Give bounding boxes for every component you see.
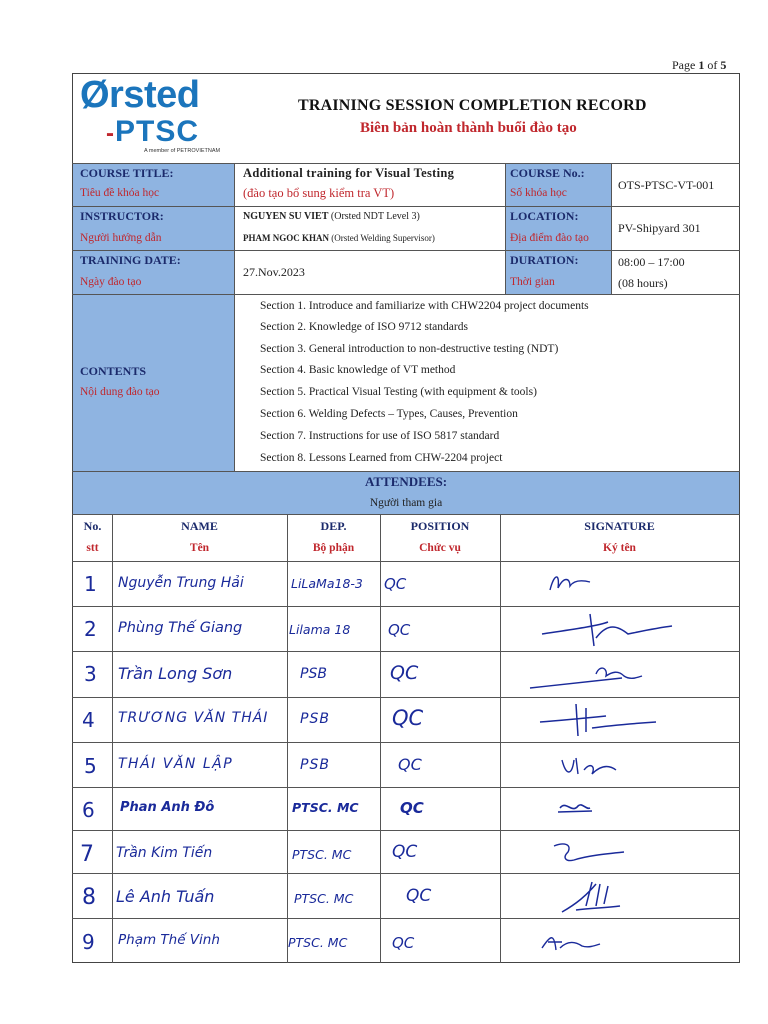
signature-7	[550, 836, 630, 870]
row-position: QC	[388, 621, 411, 639]
row-no: 8	[82, 885, 96, 910]
rule	[72, 787, 740, 788]
row-dep: PSB	[300, 666, 327, 682]
course-title-label: COURSE TITLE:	[80, 166, 174, 180]
course-title-value: Additional training for Visual Testing	[243, 166, 455, 180]
rule	[112, 514, 113, 963]
row-name: Trần Kim Tiến	[116, 845, 213, 861]
rule	[234, 163, 235, 471]
row-no: 5	[84, 754, 97, 778]
signature-1	[540, 566, 600, 602]
signature-8	[556, 876, 626, 920]
rule	[505, 163, 506, 294]
rule	[72, 606, 740, 607]
row-dep: PTSC. MC	[294, 891, 354, 906]
rule	[72, 163, 740, 164]
row-position: QC	[392, 842, 418, 862]
row-dep: PTSC. MC	[288, 935, 348, 950]
row-position: QC	[400, 799, 424, 817]
content-section: Section 3. General introduction to non-destructive testing (NDT)	[260, 343, 559, 355]
signature-4	[536, 698, 666, 740]
attendees-heading: ATTENDEES:	[364, 474, 448, 489]
signature-9	[536, 926, 606, 958]
content-section: Section 1. Introduce and familiarize with CHW2204 project documents	[260, 300, 589, 312]
contents-label: CONTENTS	[80, 364, 147, 378]
course-no-value: OTS-PTSC-VT-001	[618, 178, 715, 192]
col-header-signature-vi: Ký tên	[603, 542, 636, 554]
orsted-wordmark: Ørsted	[80, 74, 200, 116]
duration-time: 08:00 – 17:00	[618, 255, 685, 269]
rule	[72, 471, 740, 472]
rule	[611, 163, 612, 294]
signature-5	[556, 746, 626, 784]
col-header-position: POSITION	[410, 519, 470, 533]
row-name: TRƯƠNG VĂN THÁI	[118, 710, 269, 726]
course-title-label-vi: Tiêu đề khóa học	[80, 187, 160, 199]
row-position: QC	[406, 886, 432, 906]
training-date-label-vi: Ngày đào tạo	[80, 276, 142, 288]
col-header-name: NAME	[181, 519, 218, 533]
row-position: QC	[384, 575, 407, 593]
rule	[72, 651, 740, 652]
row-name: Lê Anh Tuấn	[116, 887, 215, 906]
row-no: 1	[84, 572, 97, 596]
ptsc-plus-icon: -	[106, 120, 115, 147]
row-name: Phùng Thế Giang	[118, 620, 243, 636]
col-header-dep-vi: Bộ phận	[312, 542, 355, 554]
row-name: Phạm Thế Vinh	[118, 932, 220, 948]
row-position: QC	[390, 662, 419, 684]
col-header-signature: SIGNATURE	[584, 519, 655, 533]
instructor-label-vi: Người hướng dẫn	[80, 232, 162, 244]
row-dep: LiLaMa18-3	[291, 576, 363, 591]
instructor-label: INSTRUCTOR:	[80, 209, 164, 223]
orsted-ptsc-logo	[78, 74, 238, 160]
rule	[72, 514, 740, 515]
col-header-no-vi: stt	[86, 542, 99, 554]
location-label: LOCATION:	[510, 209, 579, 223]
rule	[72, 294, 740, 295]
rule	[287, 514, 288, 963]
course-no-label-vi: Số khóa học	[510, 187, 567, 199]
rule	[72, 830, 740, 831]
row-name: THÁI VĂN LẬP	[118, 756, 234, 772]
location-value: PV-Shipyard 301	[618, 221, 701, 235]
rule	[380, 514, 381, 963]
attendees-heading-vi: Người tham gia	[369, 497, 443, 509]
location-label-vi: Địa điểm đào tạo	[510, 232, 589, 244]
logo-tagline: A member of PETROVIETNAM	[144, 148, 221, 154]
ptsc-wordmark: -PTSC	[106, 115, 200, 148]
signature-3	[526, 656, 656, 696]
col-header-no: No.	[83, 519, 102, 533]
course-title-value-vi: (đào tạo bổ sung kiểm tra VT)	[243, 186, 395, 200]
content-section: Section 8. Lessons Learned from CHW-2204 project	[260, 452, 503, 464]
row-name: Trần Long Sơn	[118, 664, 233, 683]
signature-6	[556, 796, 596, 820]
col-header-position-vi: Chức vụ	[419, 542, 461, 554]
rule	[72, 918, 740, 919]
row-name: Phan Anh Đô	[120, 800, 215, 815]
row-dep: PTSC. MC	[292, 847, 352, 862]
rule	[72, 742, 740, 743]
row-no: 2	[84, 617, 97, 641]
signature-2	[538, 608, 678, 650]
instructor-1: NGUYEN SU VIET (Orsted NDT Level 3)	[243, 211, 420, 222]
content-section: Section 2. Knowledge of ISO 9712 standards	[260, 321, 468, 333]
row-dep: PTSC. MC	[292, 800, 359, 815]
row-position: QC	[392, 934, 415, 952]
page-number: Page 1 of 5	[672, 58, 727, 72]
row-no: 9	[82, 930, 95, 954]
content-section: Section 7. Instructions for use of ISO 5817 standard	[260, 430, 500, 442]
rule	[72, 206, 740, 207]
row-no: 4	[82, 708, 95, 732]
row-no: 6	[82, 798, 95, 822]
content-section: Section 4. Basic knowledge of VT method	[260, 364, 456, 376]
content-section: Section 5. Practical Visual Testing (with equipment & tools)	[260, 386, 537, 398]
duration-label-vi: Thời gian	[510, 276, 555, 288]
content-section: Section 6. Welding Defects – Types, Causes, Prevention	[260, 408, 518, 420]
document-title: TRAINING SESSION COMPLETION RECORD	[298, 97, 647, 114]
row-name: Nguyễn Trung Hải	[118, 575, 244, 591]
contents-label-vi: Nội dung đào tạo	[80, 386, 160, 398]
instructor-2: PHAM NGOC KHAN (Orsted Welding Supervisor)	[243, 233, 435, 243]
row-no: 3	[84, 662, 97, 686]
rule	[72, 873, 740, 874]
row-no: 7	[80, 842, 94, 867]
training-date-value: 27.Nov.2023	[243, 265, 305, 279]
rule	[500, 514, 501, 963]
row-position: QC	[392, 706, 424, 730]
document-title-vi: Biên bản hoàn thành buổi đào tạo	[360, 120, 577, 136]
label-bg-contents	[73, 294, 234, 471]
rule	[72, 561, 740, 562]
duration-label: DURATION:	[510, 253, 579, 267]
row-dep: Lilama 18	[289, 622, 351, 637]
row-position: QC	[398, 755, 422, 774]
duration-hours: (08 hours)	[618, 276, 668, 290]
training-date-label: TRAINING DATE:	[80, 253, 181, 267]
row-dep: PSB	[300, 757, 330, 773]
col-header-dep: DEP.	[320, 519, 347, 533]
col-header-name-vi: Tên	[189, 542, 210, 554]
course-no-label: COURSE No.:	[510, 166, 585, 180]
row-dep: PSB	[300, 711, 330, 727]
rule	[72, 250, 740, 251]
